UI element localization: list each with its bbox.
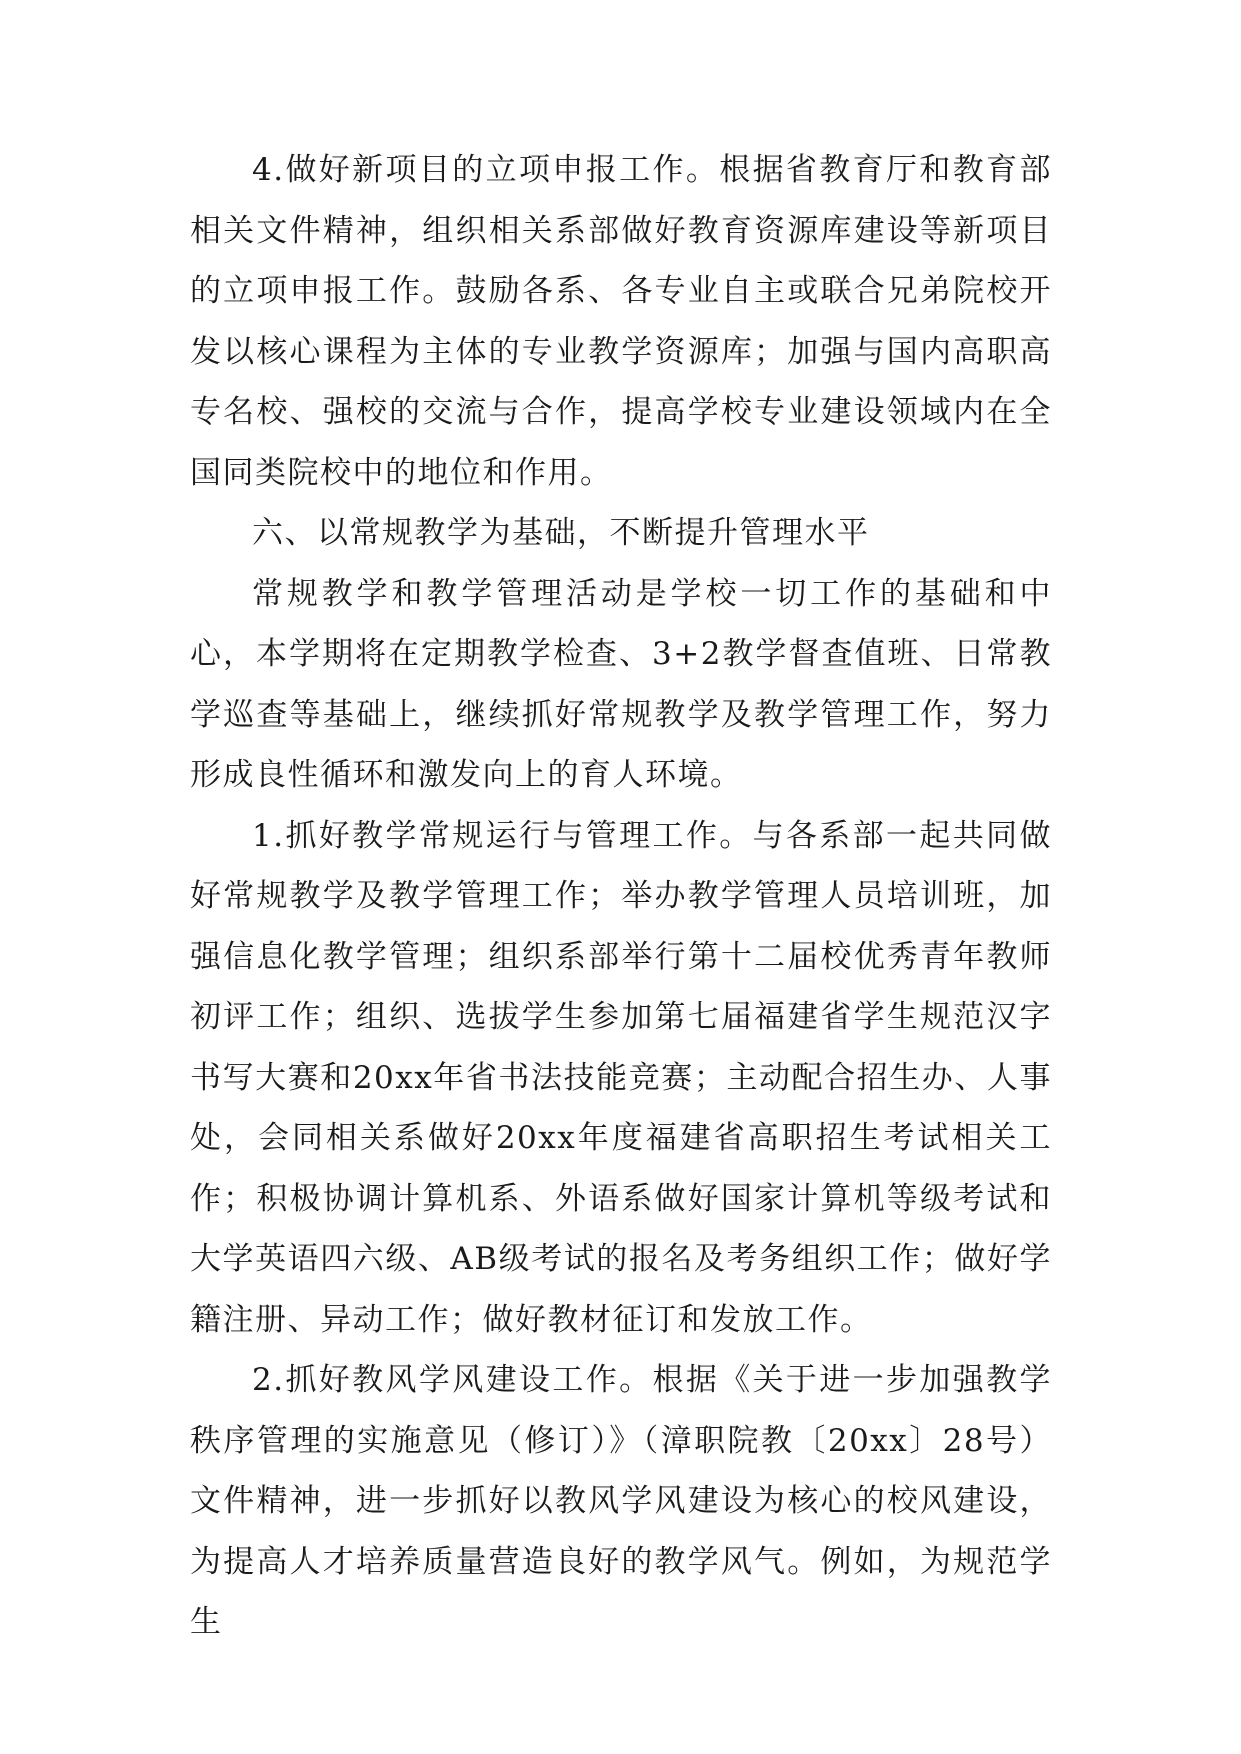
- paragraph-new-project-application: 4.做好新项目的立项申报工作。根据省教育厅和教育部相关文件精神，组织相关系部做好教育资源库建设等新项目的立项申报工作。鼓励各系、各专业自主或联合兄弟院校开发以核心课程为主体的专业教学资源库；加强与国内高职高专名校、强校的交流与合作，提高学校专业建设领域内在全国同类院校中的地位和作用。: [190, 152, 1052, 491]
- paragraph-teaching-style: 2.抓好教风学风建设工作。根据《关于进一步加强教学秩序管理的实施意见（修订）》（漳职院教〔20xx〕28号）文件精神，进一步抓好以教风学风建设为核心的校风建设，为提高人才培养质量营造良好的教学风气。例如，为规范学生: [190, 1362, 1052, 1640]
- document-page: [190, 140, 1052, 1653]
- paragraph-routine-teaching: 常规教学和教学管理活动是学校一切工作的基础和中心，本学期将在定期教学检查、3+2教学督查值班、日常教学巡查等基础上，继续抓好常规教学及教学管理工作，努力形成良性循环和激发向上的育人环境。: [190, 575, 1052, 793]
- section-heading-six: 六、以常规教学为基础，不断提升管理水平: [252, 515, 870, 551]
- paragraph-teaching-operations: 1.抓好教学常规运行与管理工作。与各系部一起共同做好常规教学及教学管理工作；举办教学管理人员培训班，加强信息化教学管理；组织系部举行第十二届校优秀青年教师初评工作；组织、选拔学生参加第七届福建省学生规范汉字书写大赛和20xx年省书法技能竞赛；主动配合招生办、人事处，会同相关系做好20xx年度福建省高职招生考试相关工作；积极协调计算机系、外语系做好国家计算机等级考试和大学英语四六级、AB级考试的报名及考务组织工作；做好学籍注册、异动工作；做好教材征订和发放工作。: [190, 817, 1052, 1338]
